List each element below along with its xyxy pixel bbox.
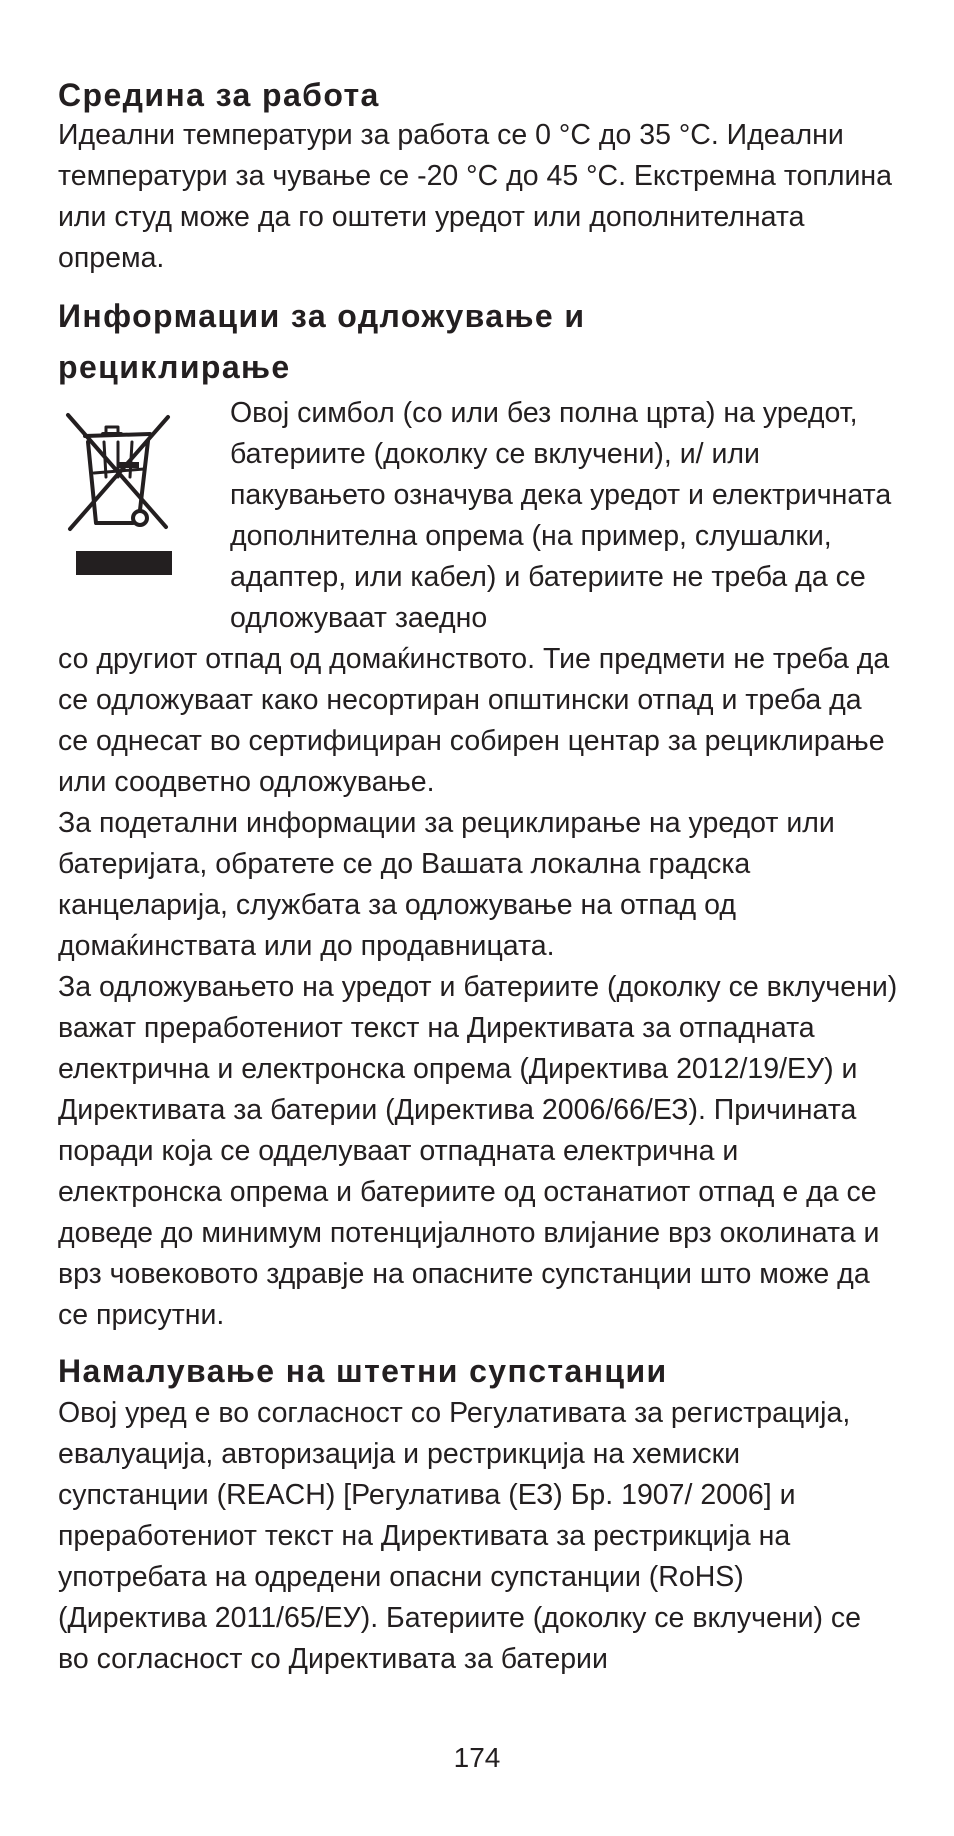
section-title-disposal-line1: Информации за одложување и	[58, 298, 586, 334]
page-number: 174	[453, 1742, 501, 1773]
manual-page	[58, 0, 898, 1680]
paragraph-recycling-info: За подетални информации за рециклирање на уредот или батеријата, обратете се до Вашата локална градска канцеларија, службата за одложување на отпад од домаќинствата или до продавницата.	[58, 807, 835, 962]
paragraph-directives: За одложувањето на уредот и батериите (доколку се вклучени) важат преработениот текст на Директивата за отпадната електрична и електронска опрема (Директива 2012/19/ЕУ) и Директивата за батерии (Директива 2006/66/ЕЗ). Причината поради која се одделуваат отпадната електрична и електронска опрема и батериите од останатиот отпад е да се доведе до минимум потенцијалното влијание врз околината и врз човековото здравје на опасните супстанции што може да се присутни.	[58, 971, 898, 1331]
paragraph-weee-symbol: Овој симбол (со или без полна црта) на уредот, батериите (доколку се вклучени), и/ или пакувањето означува дека уредот и електричната дополнителна опрема (на пример, слушалки, адаптер, или кабел) и батериите не треба да се одложуваат заедно	[230, 397, 892, 634]
paragraph-environment: Идеални температури за работа се 0 °C до 35 °C. Идеални температури за чување се -20 °C до 45 °C. Екстремна топлина или студ може да го оштети уредот или дополнителната опрема.	[58, 119, 892, 274]
crossed-out-wheelie-bin-icon	[58, 397, 230, 595]
paragraph-weee-continued: со другиот отпад од домаќинството. Тие предмети не треба да се одложуваат како несортиран општински отпад и треба да се однесат во сертифициран собирен центар за рециклирање или соодветно одложување.	[58, 643, 890, 798]
section-title-hazardous: Намалување на штетни супстанции	[58, 1353, 668, 1389]
paragraph-hazardous: Овој уред е во согласност со Регулативата за регистрација, евалуација, авторизација и рестрикција на хемиски супстанции (REACH) [Регулатива (ЕЗ) Бр. 1907/ 2006] и преработениот текст на Директивата за рестрикција на употребата на одредени опасни супстанции (RoHS) (Директива 2011/65/ЕУ). Батериите (доколку се вклучени) се во согласност со Директивата за батерии	[58, 1397, 861, 1675]
section-title-disposal-line2: рециклирање	[58, 349, 291, 385]
section-title-disposal	[58, 291, 898, 393]
weee-block	[58, 393, 898, 803]
section-title-environment: Средина за работа	[58, 77, 380, 113]
